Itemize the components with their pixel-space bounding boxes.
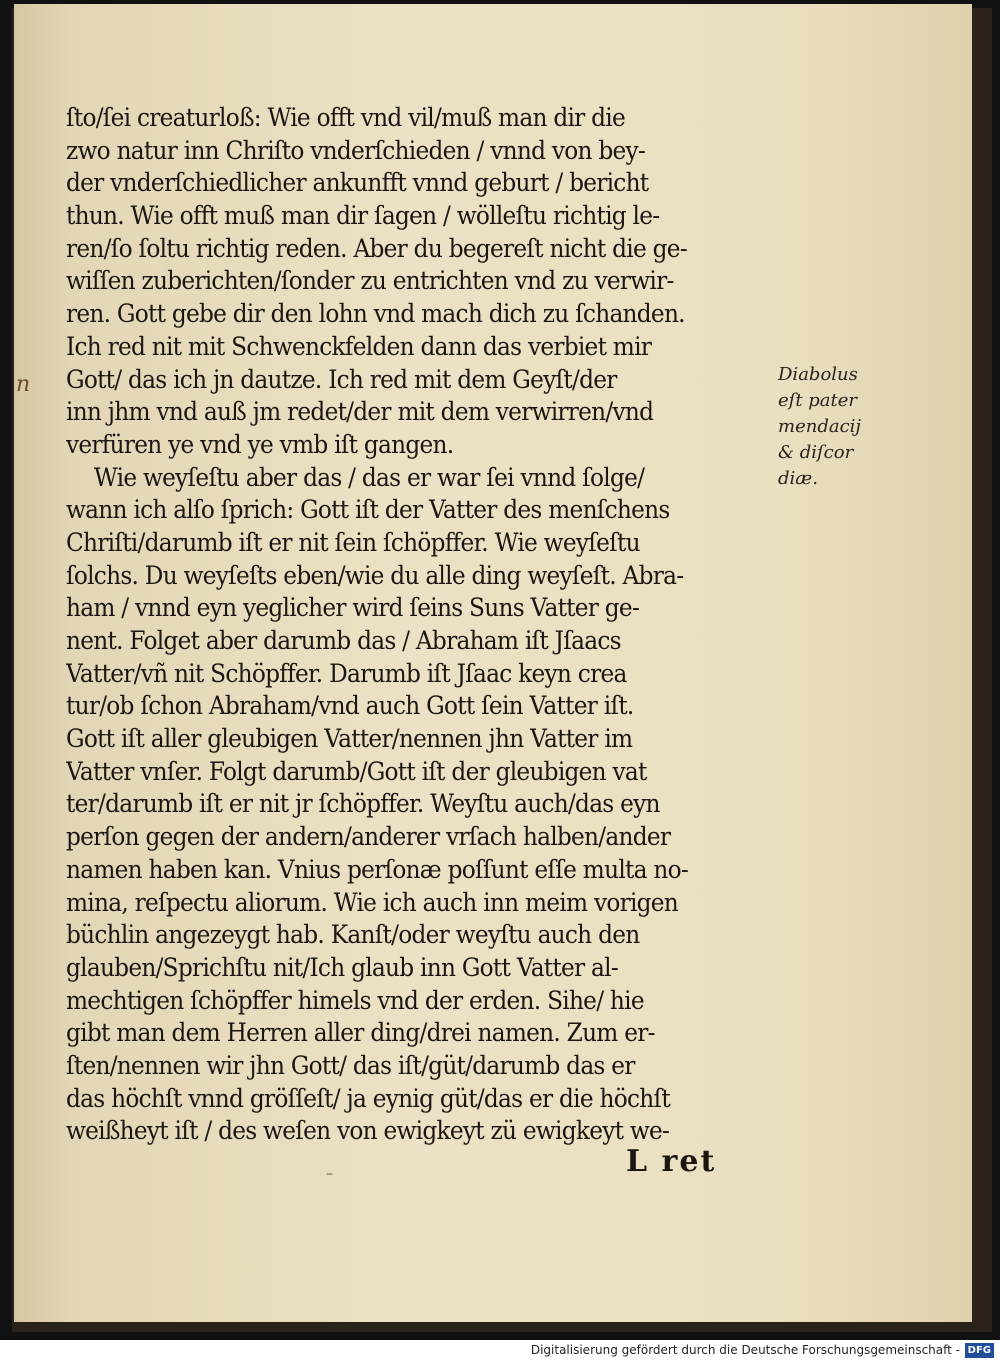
margin-note-line: Diabolus <box>778 364 858 385</box>
text-line: der vnderſchiedlicher ankunfft vnnd geburt / bericht <box>66 168 649 198</box>
text-line: mina, reſpectu aliorum. Wie ich auch inn meim vorigen <box>66 887 679 917</box>
text-line: mechtigen ſchöpffer himels vnd der erden. Sihe/ hie <box>66 985 644 1015</box>
pen-mark: n <box>16 372 31 397</box>
text-line: Gott iſt aller gleubigen Vatter/nennen jhn Vatter im <box>66 724 633 754</box>
catchword-mark: L <box>626 1144 650 1179</box>
dfg-logo: DFG <box>965 1343 994 1358</box>
text-line: tur/ob ſchon Abraham/vnd auch Gott ſein Vatter iſt. <box>66 691 634 721</box>
text-line: wann ich alſo ſprich: Gott iſt der Vatter des menſchens <box>66 495 670 525</box>
text-line: perſon gegen der andern/anderer vrſach halben/ander <box>66 822 671 852</box>
text-line: nent. Folget aber darumb das / Abraham iſt Jſaacs <box>66 626 621 655</box>
book-page <box>14 4 972 1322</box>
text-line: Gott/ das ich jn dautze. Ich red mit dem Geyſt/der <box>66 364 617 394</box>
text-line: ſten/nennen wir jhn Gott/ das iſt/güt/darumb das er <box>66 1050 635 1080</box>
text-line: ter/darumb iſt er nit jr ſchöpffer. Weyſtu auch/das eyn <box>66 789 660 819</box>
text-line: inn jhm vnd auß jm redet/der mit dem verwirren/vnd <box>66 397 654 427</box>
text-line: Wie weyſeſtu aber das / das er war ſei vnnd ſolge/ <box>93 462 645 492</box>
text-line: ſto/ſei creaturloß: Wie offt vnd vil/muß man dir die <box>66 103 626 132</box>
text-line: ren. Gott gebe dir den lohn vnd mach dich zu ſchanden. <box>66 299 685 329</box>
text-line: ham / vnnd eyn yeglicher wird ſeins Suns Vatter ge- <box>66 593 640 623</box>
text-line: Chriſti/darumb iſt er nit ſein ſchöpffer. Wie weyſeſtu <box>66 527 640 557</box>
margin-note-line: eſt pater <box>778 390 858 411</box>
text-line: thun. Wie offt muß man dir ſagen / wölleſtu richtig le- <box>66 201 660 231</box>
text-line: weißheyt iſt / des weſen von ewigkeyt zü ewigkeyt we- <box>66 1116 670 1146</box>
footer <box>0 1340 1000 1362</box>
text-line: büchlin angezeygt hab. Kanſt/oder weyſtu auch den <box>66 920 640 950</box>
text-line: Vatter vnſer. Folgt darumb/Gott iſt der gleubigen vat <box>66 756 647 786</box>
text-line: glauben/Sprichſtu nit/Ich glaub inn Gott Vatter al- <box>66 952 618 982</box>
text-line: verfüren ye vnd ye vmb iſt gangen. <box>66 429 454 459</box>
margin-note <box>778 362 888 492</box>
margin-note-line: & diſcor <box>778 442 854 463</box>
footer-text: Digitalisierung gefördert durch die Deutsche Forschungsgemeinschaft - <box>530 1343 960 1357</box>
text-line: Vatter/vñ nit Schöpffer. Darumb iſt Jſaac keyn crea <box>66 658 627 688</box>
text-line: ren/ſo ſoltu richtig reden. Aber du begereſt nicht die ge- <box>66 233 687 263</box>
text-line: das höchſt vnnd gröſſeſt/ ja eynig güt/das er die höchſt <box>66 1083 670 1113</box>
text-line: ſolchs. Du weyſeſts eben/wie du alle ding weyſeſt. Abra- <box>66 560 684 590</box>
text-line: Ich red nit mit Schwenckfelden dann das verbiet mir <box>66 331 652 361</box>
margin-note-line: mendacij <box>778 416 861 437</box>
margin-note-line: diæ. <box>778 468 818 489</box>
text-line: gibt man dem Herren aller ding/drei namen. Zum er- <box>66 1018 655 1048</box>
catchword-text: ret <box>661 1144 717 1179</box>
page-mark: – <box>326 1166 333 1182</box>
catchword <box>626 1144 716 1179</box>
text-line: zwo natur inn Chriſto vnderſchieden / vnnd von bey- <box>66 135 646 165</box>
text-block <box>66 102 806 1148</box>
text-line: wiſſen zuberichten/ſonder zu entrichten vnd zu verwir- <box>66 266 674 296</box>
text-line: namen haben kan. Vnius perſonæ poſſunt eſſe multa no- <box>66 854 688 884</box>
